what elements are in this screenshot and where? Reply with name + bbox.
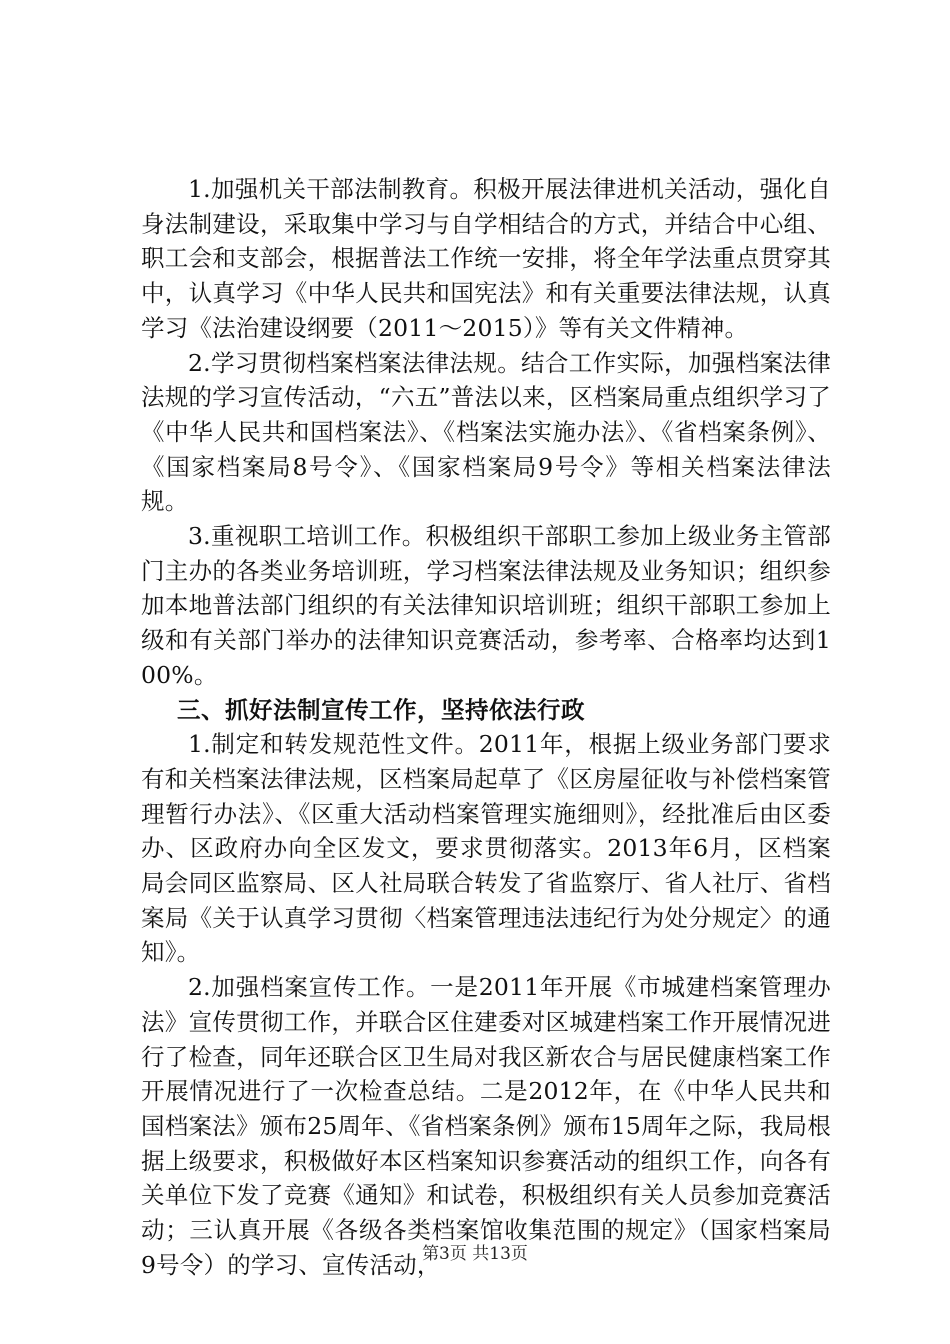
paragraph-5: 2.加强档案宣传工作。一是2011年开展《市城建档案管理办法》宣传贯彻工作，并联合区住建委对区城建档案工作开展情况进行了检查，同年还联合区卫生局对我区新农合与居民健康档案工作开展情况进行了一次检查总结。二是2012年，在《中华人民共和国档案法》颁布25周年、《省档案条例》颁布15周年之际，我局根据上级要求，积极做好本区档案知识参赛活动的组织工作，向各有关单位下发了竞赛《通知》和试卷，积极组织有关人员参加竞赛活动；三认真开展《各级各类档案馆收集范围的规定》（国家档案局9号令）的学习、宣传活动， [141,973,831,1279]
paragraph-3: 3.重视职工培训工作。积极组织干部职工参加上级业务主管部门主办的各类业务培训班，学习档案法律法规及业务知识；组织参加本地普法部门组织的有关法律知识培训班；组织干部职工参加上级和有关部门举办的法律知识竞赛活动，参考率、合格率均达到100%。 [141,522,831,689]
paragraph-2: 2.学习贯彻档案档案法律法规。结合工作实际，加强档案法律法规的学习宣传活动，“六五”普法以来，区档案局重点组织学习了《中华人民共和国档案法》、《档案法实施办法》、《省档案条例》、《国家档案局8号令》、《国家档案局9号令》等相关档案法律法规。 [141,348,831,516]
document-body [141,172,831,1283]
paragraph-4: 1.制定和转发规范性文件。2011年，根据上级业务部门要求有和关档案法律法规，区档案局起草了《区房屋征收与补偿档案管理暂行办法》、《区重大活动档案管理实施细则》，经批准后由区委办、区政府办向全区发文，要求贯彻落实。2013年6月，区档案局会同区监察局、区人社局联合转发了省监察厅、省人社厅、省档案局《关于认真学习贯彻〈档案管理违法违纪行为处分规定〉的通知》。 [141,730,831,967]
section-heading: 三、抓好法制宣传工作，坚持依法行政 [177,695,585,724]
paragraph-1: 1.加强机关干部法制教育。积极开展法律进机关活动，强化自身法制建设，采取集中学习与自学相结合的方式，并结合中心组、职工会和支部会，根据普法工作统一安排，将全年学法重点贯穿其中，认真学习《中华人民共和国宪法》和有关重要法律法规，认真学习《法治建设纲要（2011～2015）》等有关文件精神。 [141,175,831,342]
page-number-footer: 第3页 共13页 [422,1244,528,1264]
